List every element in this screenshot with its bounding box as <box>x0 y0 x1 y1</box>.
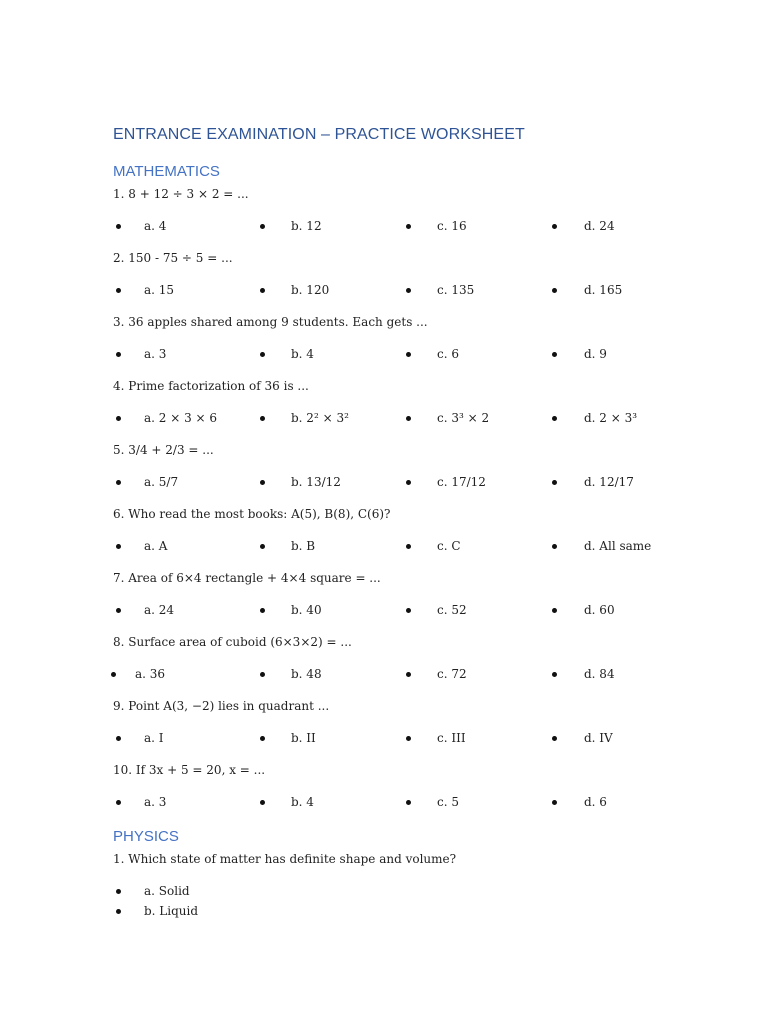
list-item <box>0 884 768 904</box>
bullet-icon <box>552 416 557 421</box>
bullet-icon <box>406 800 411 805</box>
bullet-icon <box>116 909 121 914</box>
option-a: a. 3 <box>144 347 167 361</box>
bullet-icon <box>260 672 265 677</box>
option-b: b. 13/12 <box>291 475 341 489</box>
bullet-icon <box>116 352 121 357</box>
bullet-icon <box>552 352 557 357</box>
options-math-1 <box>0 219 768 237</box>
option-c: c. 17/12 <box>437 475 486 489</box>
option-b: b. 4 <box>291 347 314 361</box>
options-math-8 <box>0 667 768 685</box>
bullet-icon <box>116 608 121 613</box>
option-b: b. 12 <box>291 219 322 233</box>
question-math-5: 5. 3/4 + 2/3 = ... <box>113 443 214 457</box>
option-a: a. 15 <box>144 283 175 297</box>
option-a: a. I <box>144 731 164 745</box>
bullet-icon <box>116 544 121 549</box>
option-d: d. 6 <box>584 795 607 809</box>
bullet-icon <box>260 800 265 805</box>
option-b: b. 40 <box>291 603 322 617</box>
question-math-9: 9. Point A(3, −2) lies in quadrant ... <box>113 699 330 713</box>
options-math-9 <box>0 731 768 749</box>
bullet-icon <box>552 480 557 485</box>
question-physics-1: 1. Which state of matter has definite shape and volume? <box>113 852 457 866</box>
bullet-icon <box>116 288 121 293</box>
list-item <box>0 904 768 924</box>
options-physics-1 <box>0 884 768 924</box>
options-math-6 <box>0 539 768 557</box>
bullet-icon <box>260 608 265 613</box>
bullet-icon <box>116 800 121 805</box>
section-heading-mathematics: MATHEMATICS <box>113 163 220 180</box>
bullet-icon <box>406 352 411 357</box>
options-math-7 <box>0 603 768 621</box>
question-math-2: 2. 150 - 75 ÷ 5 = ... <box>113 251 233 265</box>
option-a: a. 4 <box>144 219 167 233</box>
bullet-icon <box>116 736 121 741</box>
bullet-icon <box>260 480 265 485</box>
option-d: d. 60 <box>584 603 615 617</box>
bullet-icon <box>552 672 557 677</box>
option-c: c. 72 <box>437 667 467 681</box>
option-c: c. C <box>437 539 461 553</box>
question-math-7: 7. Area of 6×4 rectangle + 4×4 square = ... <box>113 571 381 585</box>
option-d: d. 165 <box>584 283 623 297</box>
option-b: b. Liquid <box>144 904 199 918</box>
option-a: a. 3 <box>144 795 167 809</box>
question-math-1: 1. 8 + 12 ÷ 3 × 2 = ... <box>113 187 249 201</box>
bullet-icon <box>406 608 411 613</box>
option-c: c. III <box>437 731 466 745</box>
option-d: d. All same <box>584 539 652 553</box>
option-a: a. 2 × 3 × 6 <box>144 411 218 425</box>
bullet-icon <box>406 224 411 229</box>
bullet-icon <box>406 288 411 293</box>
option-a: a. A <box>144 539 168 553</box>
options-math-10 <box>0 795 768 813</box>
bullet-icon <box>406 544 411 549</box>
options-math-2 <box>0 283 768 301</box>
option-c: c. 135 <box>437 283 475 297</box>
question-math-3: 3. 36 apples shared among 9 students. Each gets ... <box>113 315 428 329</box>
section-heading-physics: PHYSICS <box>113 828 179 845</box>
bullet-icon <box>116 224 121 229</box>
option-b: b. 48 <box>291 667 322 681</box>
option-b: b. 120 <box>291 283 330 297</box>
options-math-4 <box>0 411 768 429</box>
option-c: c. 3³ × 2 <box>437 411 490 425</box>
worksheet-title: ENTRANCE EXAMINATION – PRACTICE WORKSHEET <box>113 126 525 143</box>
option-d: d. 84 <box>584 667 615 681</box>
bullet-icon <box>406 416 411 421</box>
option-b: b. 4 <box>291 795 314 809</box>
option-d: d. IV <box>584 731 613 745</box>
option-c: c. 52 <box>437 603 467 617</box>
bullet-icon <box>116 889 121 894</box>
bullet-icon <box>552 544 557 549</box>
option-b: b. II <box>291 731 316 745</box>
question-math-6: 6. Who read the most books: A(5), B(8), C(6)? <box>113 507 391 521</box>
option-b: b. 2² × 3² <box>291 411 349 425</box>
bullet-icon <box>406 672 411 677</box>
bullet-icon <box>116 480 121 485</box>
option-a: a. 24 <box>144 603 175 617</box>
option-b: b. B <box>291 539 316 553</box>
question-math-10: 10. If 3x + 5 = 20, x = ... <box>113 763 266 777</box>
option-c: c. 6 <box>437 347 459 361</box>
bullet-icon <box>552 224 557 229</box>
option-a: a. Solid <box>144 884 190 898</box>
option-c: c. 16 <box>437 219 467 233</box>
option-d: d. 12/17 <box>584 475 634 489</box>
question-math-8: 8. Surface area of cuboid (6×3×2) = ... <box>113 635 352 649</box>
options-math-3 <box>0 347 768 365</box>
options-math-5 <box>0 475 768 493</box>
option-d: d. 9 <box>584 347 607 361</box>
bullet-icon <box>552 608 557 613</box>
bullet-icon <box>406 480 411 485</box>
bullet-icon <box>260 416 265 421</box>
option-a: a. 5/7 <box>144 475 179 489</box>
bullet-icon <box>406 736 411 741</box>
bullet-icon <box>552 736 557 741</box>
bullet-icon <box>260 352 265 357</box>
bullet-icon <box>116 416 121 421</box>
bullet-icon <box>552 288 557 293</box>
bullet-icon <box>260 224 265 229</box>
option-c: c. 5 <box>437 795 459 809</box>
question-math-4: 4. Prime factorization of 36 is ... <box>113 379 309 393</box>
bullet-icon <box>111 672 116 677</box>
option-d: d. 24 <box>584 219 615 233</box>
bullet-icon <box>260 736 265 741</box>
option-a: a. 36 <box>135 667 166 681</box>
option-d: d. 2 × 3³ <box>584 411 638 425</box>
bullet-icon <box>260 544 265 549</box>
bullet-icon <box>552 800 557 805</box>
bullet-icon <box>260 288 265 293</box>
